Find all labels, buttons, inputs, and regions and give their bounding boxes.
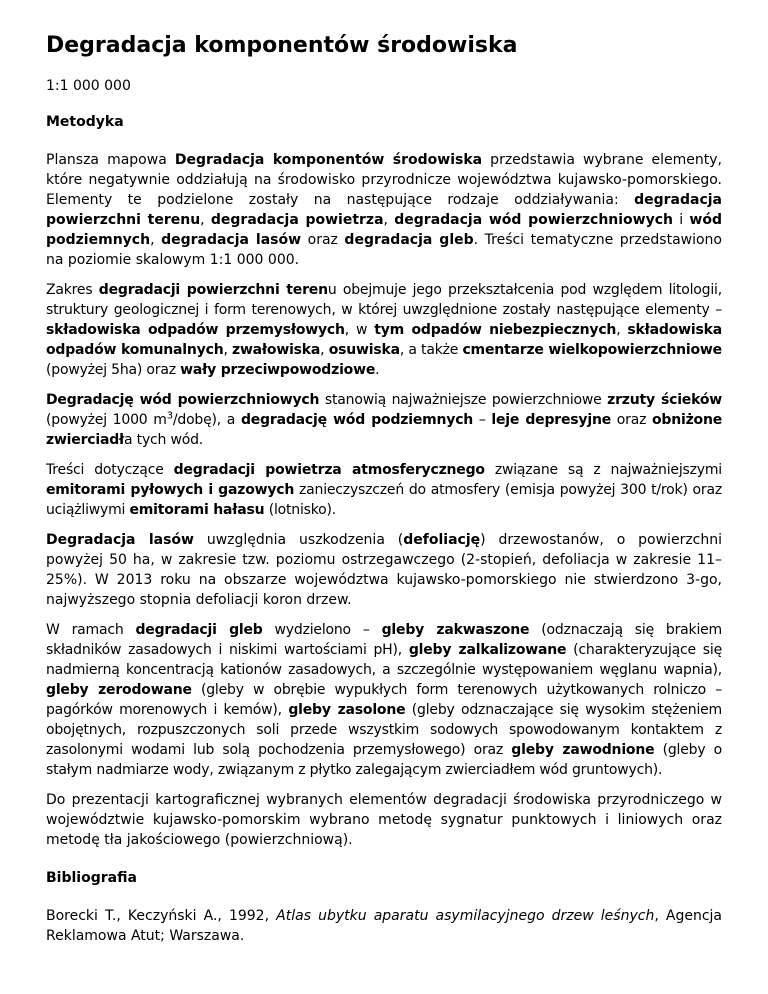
bold-text: zrzuty ścieków bbox=[607, 392, 722, 408]
text: (gleby w obrębie wypukłych form terenowych użytkowanych rolniczo – pagórków morenowych i kemów), bbox=[46, 682, 722, 718]
bold-text: Degradację wód powierzchniowych bbox=[46, 392, 320, 408]
italic-title: Atlas ubytku aparatu asymilacyjnego drzew leśnych bbox=[276, 908, 655, 924]
bold-text: degradacja powietrza bbox=[210, 212, 384, 228]
bibliography-entry bbox=[46, 906, 722, 946]
text: zanieczyszczeń do atmosfery (emisja powyżej 300 t/rok) oraz uciążliwymi bbox=[46, 482, 722, 518]
map-scale: 1:1 000 000 bbox=[46, 78, 131, 94]
text: Treści dotyczące bbox=[46, 462, 174, 478]
text: , bbox=[150, 232, 162, 248]
bold-text: defoliację bbox=[403, 532, 481, 548]
text: (charakteryzujące się nadmierną koncentracją kationów zasadowych, a szczególnie występowaniem węglanu wapnia), bbox=[46, 642, 722, 678]
text: (gleby odznaczające się wysokim stężeniem obojętnych, rozpuszczonych soli przede wszystkim sodowych spowodowanym kontaktem z zasolonymi wodami lub solą pochodzenia przemysłowego) oraz bbox=[46, 702, 722, 758]
text: uwzględnia uszkodzenia ( bbox=[193, 532, 404, 548]
text: Borecki T., Keczyński A., 1992, bbox=[46, 908, 277, 924]
bold-text: wód podziemnych bbox=[46, 212, 722, 248]
text: przedstawia wybrane elementy, które negatywnie oddziałują na środowisko przyrodnicze województwa kujawsko-pomorskiego. Elementy te podzielone zostały na następujące rodzaje oddziaływania: bbox=[46, 152, 722, 208]
text: , a także bbox=[399, 342, 463, 358]
text: , bbox=[320, 342, 329, 358]
paragraph-terrain bbox=[46, 280, 722, 380]
bold-text: degradacji powietrza atmosferycznego bbox=[173, 462, 485, 478]
text: związane są z najważniejszymi bbox=[484, 462, 722, 478]
bold-text: degradacja wód powierzchniowych bbox=[394, 212, 673, 228]
bold-text: gleby zawodnione bbox=[511, 742, 655, 758]
text: stanowią najważniejsze powierzchniowe bbox=[319, 392, 608, 408]
bold-text: składowiska odpadów przemysłowych bbox=[46, 322, 345, 338]
text: Zakres bbox=[46, 282, 99, 298]
paragraph-surface-water bbox=[46, 390, 722, 450]
text: i bbox=[673, 212, 690, 228]
bold-text: degradacja lasów bbox=[161, 232, 302, 248]
text: (odznaczają się brakiem składników zasadowych i niskimi wartościami pH), bbox=[46, 622, 722, 658]
text: oraz bbox=[611, 412, 652, 428]
bold-text: Degradacja komponentów środowiska bbox=[174, 152, 483, 168]
text: , Agencja Reklamowa Atut; Warszawa. bbox=[46, 908, 722, 944]
text: ) drzewostanów, o powierzchni powyżej 50 ha, w zakresie tzw. poziomu ostrzegawczego (2-stopień, defoliacja w zakresie 11–25%). W 2013 roku na obszarze województwa kujawsko-pomorskiego nie stwierdzono 3-go, najwyższego stopnia defoliacji koron drzew. bbox=[46, 532, 723, 608]
superscript: 3 bbox=[166, 410, 173, 422]
paragraph-soils bbox=[46, 620, 722, 780]
text: , bbox=[616, 322, 628, 338]
bold-text: gleby zalkalizowane bbox=[408, 642, 567, 658]
text: , w bbox=[344, 322, 375, 338]
bold-text: emitorami hałasu bbox=[129, 502, 265, 518]
paragraph-air bbox=[46, 460, 722, 520]
text: oraz bbox=[301, 232, 345, 248]
page-title: Degradacja komponentów środowiska bbox=[46, 33, 518, 58]
bold-text: gleby zerodowane bbox=[46, 682, 192, 698]
text: W ramach bbox=[46, 622, 136, 638]
bold-text: wały przeciwpowodziowe bbox=[180, 362, 376, 378]
paragraph-presentation bbox=[46, 790, 722, 850]
bold-text: składowiska odpadów komunalnych bbox=[46, 322, 722, 358]
section-heading-bibliography: Bibliografia bbox=[46, 870, 137, 886]
text: Plansza mapowa bbox=[46, 152, 175, 168]
text: , bbox=[223, 342, 232, 358]
text: Do prezentacji kartograficznej wybranych elementów degradacji środowiska przyrodniczego w województwie kujawsko-pomorskim wybrano metodę sygnatur punktowych i liniowych oraz metodę tła jakościowego (powierzchniową). bbox=[46, 792, 722, 848]
text: a tych wód. bbox=[124, 432, 204, 448]
text: (lotnisko). bbox=[264, 502, 337, 518]
text: , bbox=[200, 212, 211, 228]
text: (gleby o stałym nadmiarze wody, związanym z płytko zalegającym zwierciadłem wód gruntowych). bbox=[46, 742, 722, 778]
bold-text: degradację wód podziemnych bbox=[240, 412, 474, 428]
bold-text: gleby zakwaszone bbox=[381, 622, 530, 638]
bold-text: leje depresyjne bbox=[491, 412, 612, 428]
bold-text: zwałowiska bbox=[232, 342, 321, 358]
section-heading-methodology: Metodyka bbox=[46, 114, 124, 130]
bold-text: gleby zasolone bbox=[288, 702, 406, 718]
text: u obejmuje jego przekształcenia pod względem litologii, struktury geologicznej i form terenowych, w której uwzględnione zostały następujące elementy – bbox=[46, 282, 722, 318]
bold-text: tym odpadów niebezpiecznych bbox=[374, 322, 617, 338]
paragraph-intro bbox=[46, 150, 722, 270]
text: . bbox=[375, 362, 380, 378]
bold-text: osuwiska bbox=[328, 342, 400, 358]
text: . Treści tematyczne przedstawiono na poziomie skalowym 1:1 000 000. bbox=[46, 232, 722, 268]
bold-text: degradacja gleb bbox=[344, 232, 474, 248]
bold-text: Degradacja lasów bbox=[46, 532, 194, 548]
bold-text: degradacja powierzchni terenu bbox=[46, 192, 722, 228]
text: , bbox=[383, 212, 395, 228]
text: (powyżej 1000 m bbox=[46, 412, 167, 428]
text: – bbox=[473, 412, 492, 428]
text: /dobę), a bbox=[172, 412, 241, 428]
text: (powyżej 5ha) oraz bbox=[46, 362, 181, 378]
bold-text: obniżone zwierciadł bbox=[46, 412, 723, 448]
paragraph-forests bbox=[46, 530, 722, 610]
text: wydzielono – bbox=[262, 622, 382, 638]
bold-text: degradacji gleb bbox=[135, 622, 263, 638]
bold-text: degradacji powierzchni teren bbox=[98, 282, 328, 298]
bold-text: emitorami pyłowych i gazowych bbox=[46, 482, 295, 498]
bold-text: cmentarze wielkopowierzchniowe bbox=[462, 342, 722, 358]
